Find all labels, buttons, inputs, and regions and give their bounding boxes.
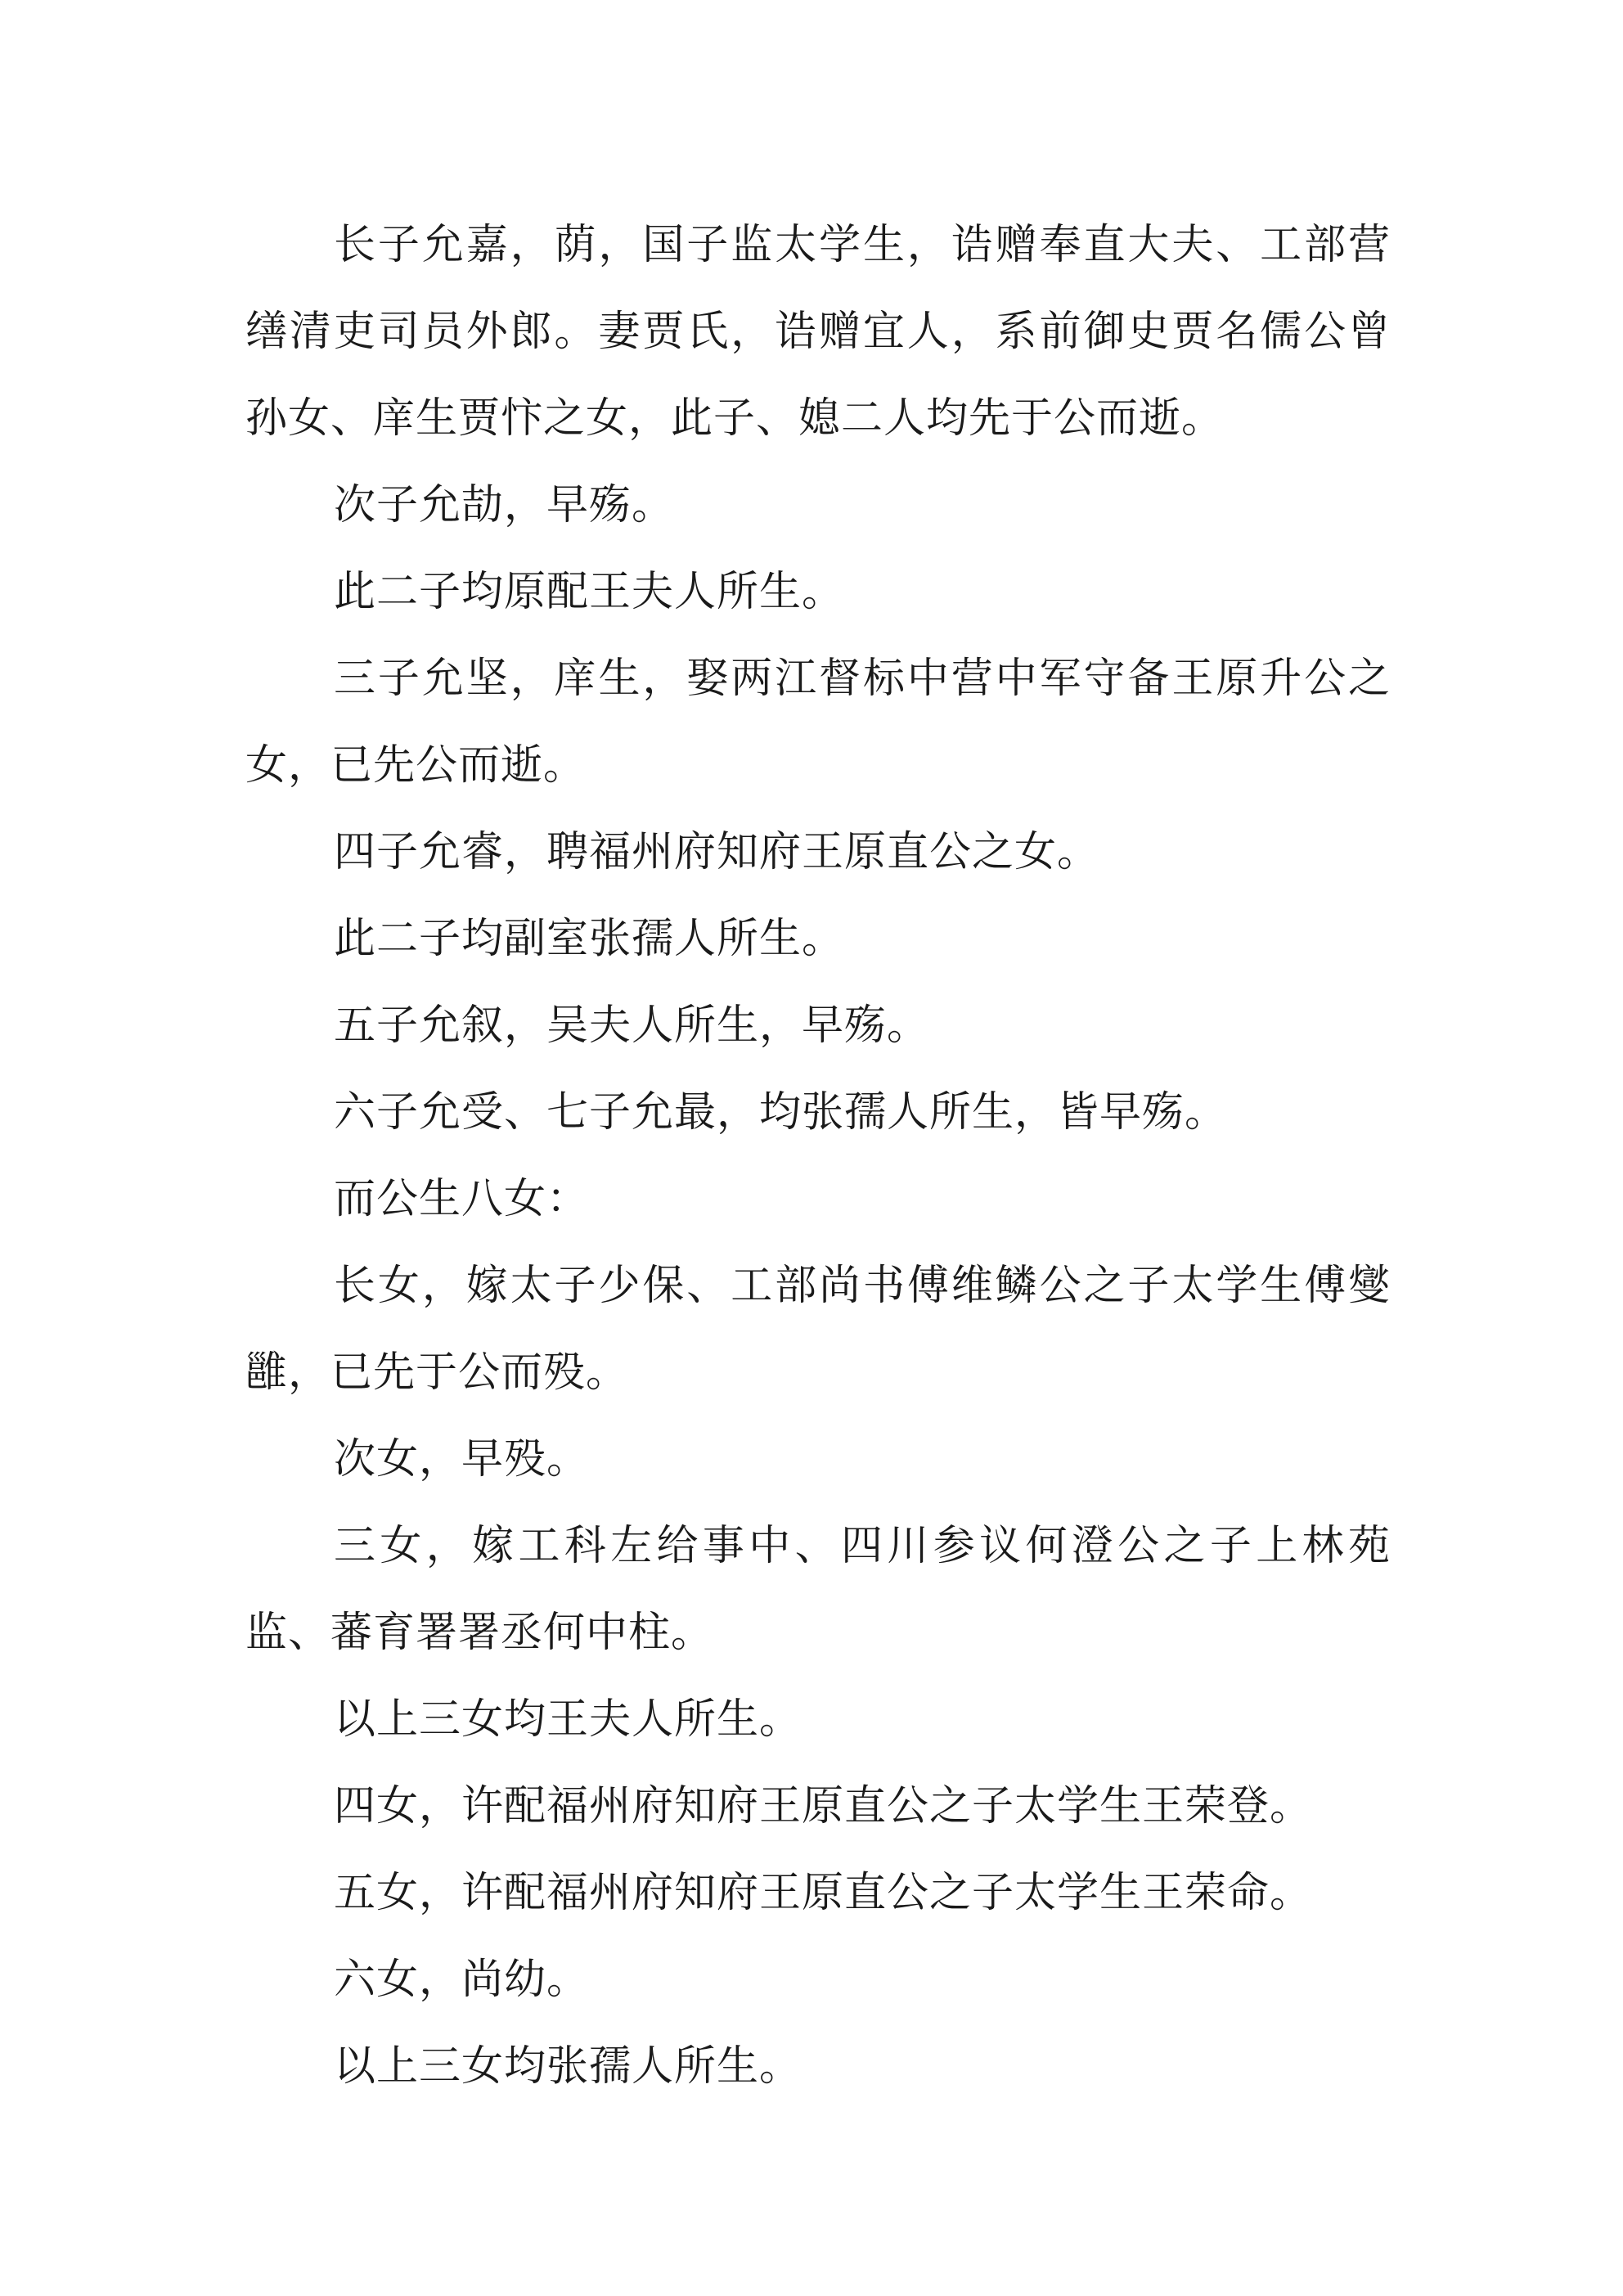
- paragraph-second-son: 次子允劼，早殇。: [334, 481, 675, 529]
- paragraph-sons-mother-wang: 此二子均原配王夫人所生。: [334, 568, 845, 616]
- paragraph-fourth-son: 四子允睿，聘福州府知府王原直公之女。: [334, 828, 1100, 876]
- paragraph-sixth-seventh-sons: 六子允受、七子允最，均张孺人所生，皆早殇。: [334, 1088, 1228, 1137]
- document-body: [245, 202, 1391, 2110]
- paragraph-fifth-son: 五子允叙，吴夫人所生，早殇。: [334, 1002, 930, 1050]
- paragraph-eldest-son: 长子允嘉，荫，国子监太学生，诰赠奉直大夫、工部营缮清吏司员外郎。妻贾氏，诰赠宜人，系前御史贾名儒公曾孙女、庠生贾忭之女，此子、媳二人均先于公而逝。: [245, 221, 1391, 443]
- paragraph-eldest-daughter: 长女，嫁太子少保、工部尚书傅维鳞公之子太学生傅燮雝，已先于公而殁。: [245, 1262, 1391, 1397]
- paragraph-daughters-intro: 而公生八女：: [334, 1175, 590, 1223]
- paragraph-third-daughter: 三女，嫁工科左给事中、四川参议何澄公之子上林苑监、蕃育署署丞何中柱。: [245, 1522, 1391, 1657]
- paragraph-fourth-daughter: 四女，许配福州府知府王原直公之子太学生王荣登。: [334, 1782, 1313, 1830]
- paragraph-daughters-mother-wang: 以上三女均王夫人所生。: [334, 1695, 803, 1744]
- paragraph-daughters-mother-zhang: 以上三女均张孺人所生。: [334, 2042, 803, 2091]
- paragraph-third-son: 三子允坚，庠生，娶两江督标中营中军守备王原升公之女，已先公而逝。: [245, 655, 1391, 790]
- paragraph-fifth-daughter: 五女，许配福州府知府王原直公之子太学生王荣命。: [334, 1869, 1313, 1917]
- paragraph-sixth-daughter: 六女，尚幼。: [334, 1956, 590, 2004]
- paragraph-sons-mother-zhang: 此二子均副室张孺人所生。: [334, 915, 845, 963]
- paragraph-second-daughter: 次女，早殁。: [334, 1435, 590, 1483]
